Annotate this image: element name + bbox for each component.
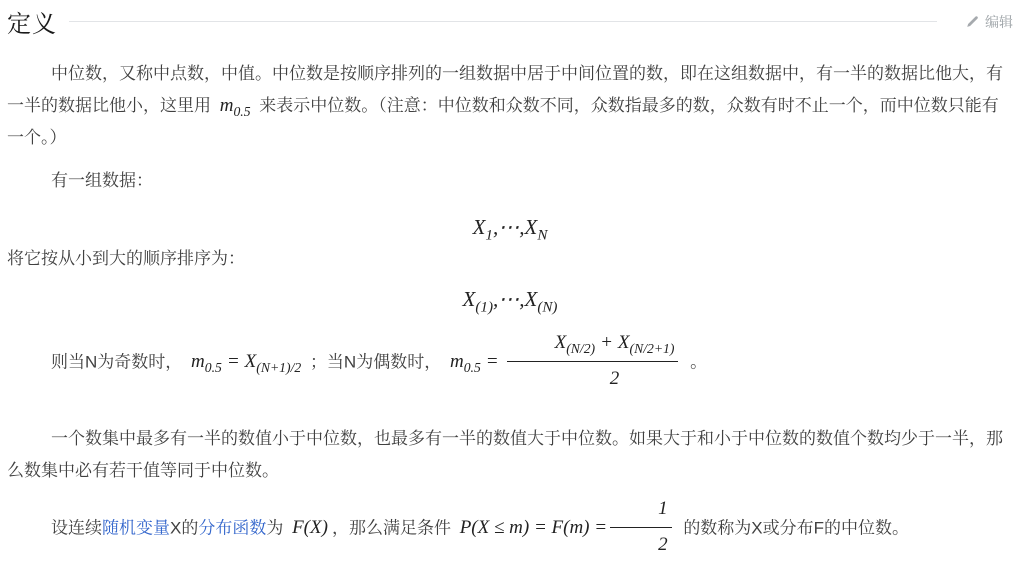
odd-x: X: [244, 351, 257, 373]
even-num-x1: X: [554, 332, 567, 353]
half-fraction-denominator: 2: [658, 534, 668, 555]
f1-var-last: X: [524, 215, 538, 239]
section-header: [7, 0, 1013, 38]
math-m05: [219, 95, 251, 119]
edit-link[interactable]: [965, 12, 1013, 32]
formula-sorted-math: [462, 287, 558, 316]
odd-x-sub: (N+1)/2: [256, 360, 302, 376]
odd-m-sub: 0.5: [204, 360, 222, 376]
math-odd-case: [191, 351, 302, 376]
section-title: 定义: [7, 11, 57, 38]
odd-eq: =: [226, 351, 240, 373]
even-num-x1-sub: (N/2): [566, 340, 596, 356]
case-text-period: 。: [690, 352, 708, 372]
definition-text-before: 中位数，又称中点数，中值。中位数是按顺序排列的一组数据中居于中间位置的数，即在这组数据中，有一半的数据比他大，有一半的数据比他小，这里用: [7, 64, 1003, 115]
f1-var-first: X: [472, 215, 486, 239]
even-m: m: [449, 351, 464, 373]
f1-separator: ,⋯,: [492, 215, 525, 239]
f1-sub-first: 1: [485, 227, 493, 244]
dist-text-2: X的: [170, 518, 199, 538]
even-num-x2-sub: (N/2+1): [629, 340, 675, 356]
even-fraction-numerator: [507, 327, 679, 362]
math-even-case: [449, 332, 681, 389]
paragraph-definition: [7, 58, 1013, 154]
formula-sorted-sequence: [7, 283, 1013, 315]
even-plus: +: [600, 332, 613, 353]
link-distribution-function[interactable]: 分布函数: [198, 518, 267, 538]
odd-m: m: [191, 351, 205, 373]
paragraph-dataset-intro: 有一组数据：: [51, 171, 153, 190]
link-random-variable[interactable]: 随机变量: [102, 518, 170, 538]
formula-sequence-math: [472, 215, 548, 244]
dist-text-5: 的数称为X或分布F的中位数。: [683, 518, 910, 538]
math-pxm: P(X ≤ m) = F(m) =: [459, 517, 608, 539]
f2-var-last: X: [524, 287, 538, 311]
math-m05-sub: 0.5: [233, 103, 251, 119]
even-m-sub: 0.5: [463, 360, 481, 376]
even-eq: =: [485, 351, 499, 373]
even-num-x2: X: [617, 332, 630, 353]
dist-text-3: 为: [266, 518, 284, 538]
dist-text-1: 设连续: [51, 518, 102, 538]
math-fx: F(X): [292, 517, 328, 539]
f2-var-first: X: [462, 287, 476, 311]
f2-sub-first: (1): [475, 299, 493, 316]
paragraph-odd-even-cases: [7, 329, 1013, 397]
even-fraction: [507, 327, 679, 395]
pencil-icon: [965, 14, 980, 29]
math-m05-var: m: [219, 95, 234, 116]
f1-sub-last: N: [537, 227, 548, 244]
half-fraction: [610, 493, 672, 561]
definition-text-after: 来表示中位数。（注意：中位数和众数不同，众数指最多的数，众数有时不止一个，而中位数只能有一个。）: [7, 96, 999, 147]
edit-label: 编辑: [985, 13, 1013, 30]
dist-text-4: ，那么满足条件: [331, 518, 451, 538]
paragraph-sort-intro: 将它按从小到大的顺序排序为：: [7, 249, 245, 268]
f2-sub-last: (N): [537, 299, 558, 316]
case-text-odd: 则当N为奇数时，: [51, 352, 183, 372]
case-text-even: ；当N为偶数时，: [309, 352, 442, 372]
formula-sequence: [7, 211, 1013, 243]
f2-separator: ,⋯,: [492, 287, 525, 311]
math-probability-condition: [459, 498, 675, 555]
even-fraction-denominator: 2: [609, 368, 620, 389]
paragraph-continuous-distribution: [7, 495, 1013, 563]
half-fraction-numerator: 1: [610, 493, 672, 528]
paragraph-half-property: 一个数集中最多有一半的数值小于中位数，也最多有一半的数值大于中位数。如果大于和小于中位数的数值个数均少于一半，那么数集中必有若干值等同于中位数。: [7, 429, 1003, 480]
section-divider: [69, 21, 937, 22]
